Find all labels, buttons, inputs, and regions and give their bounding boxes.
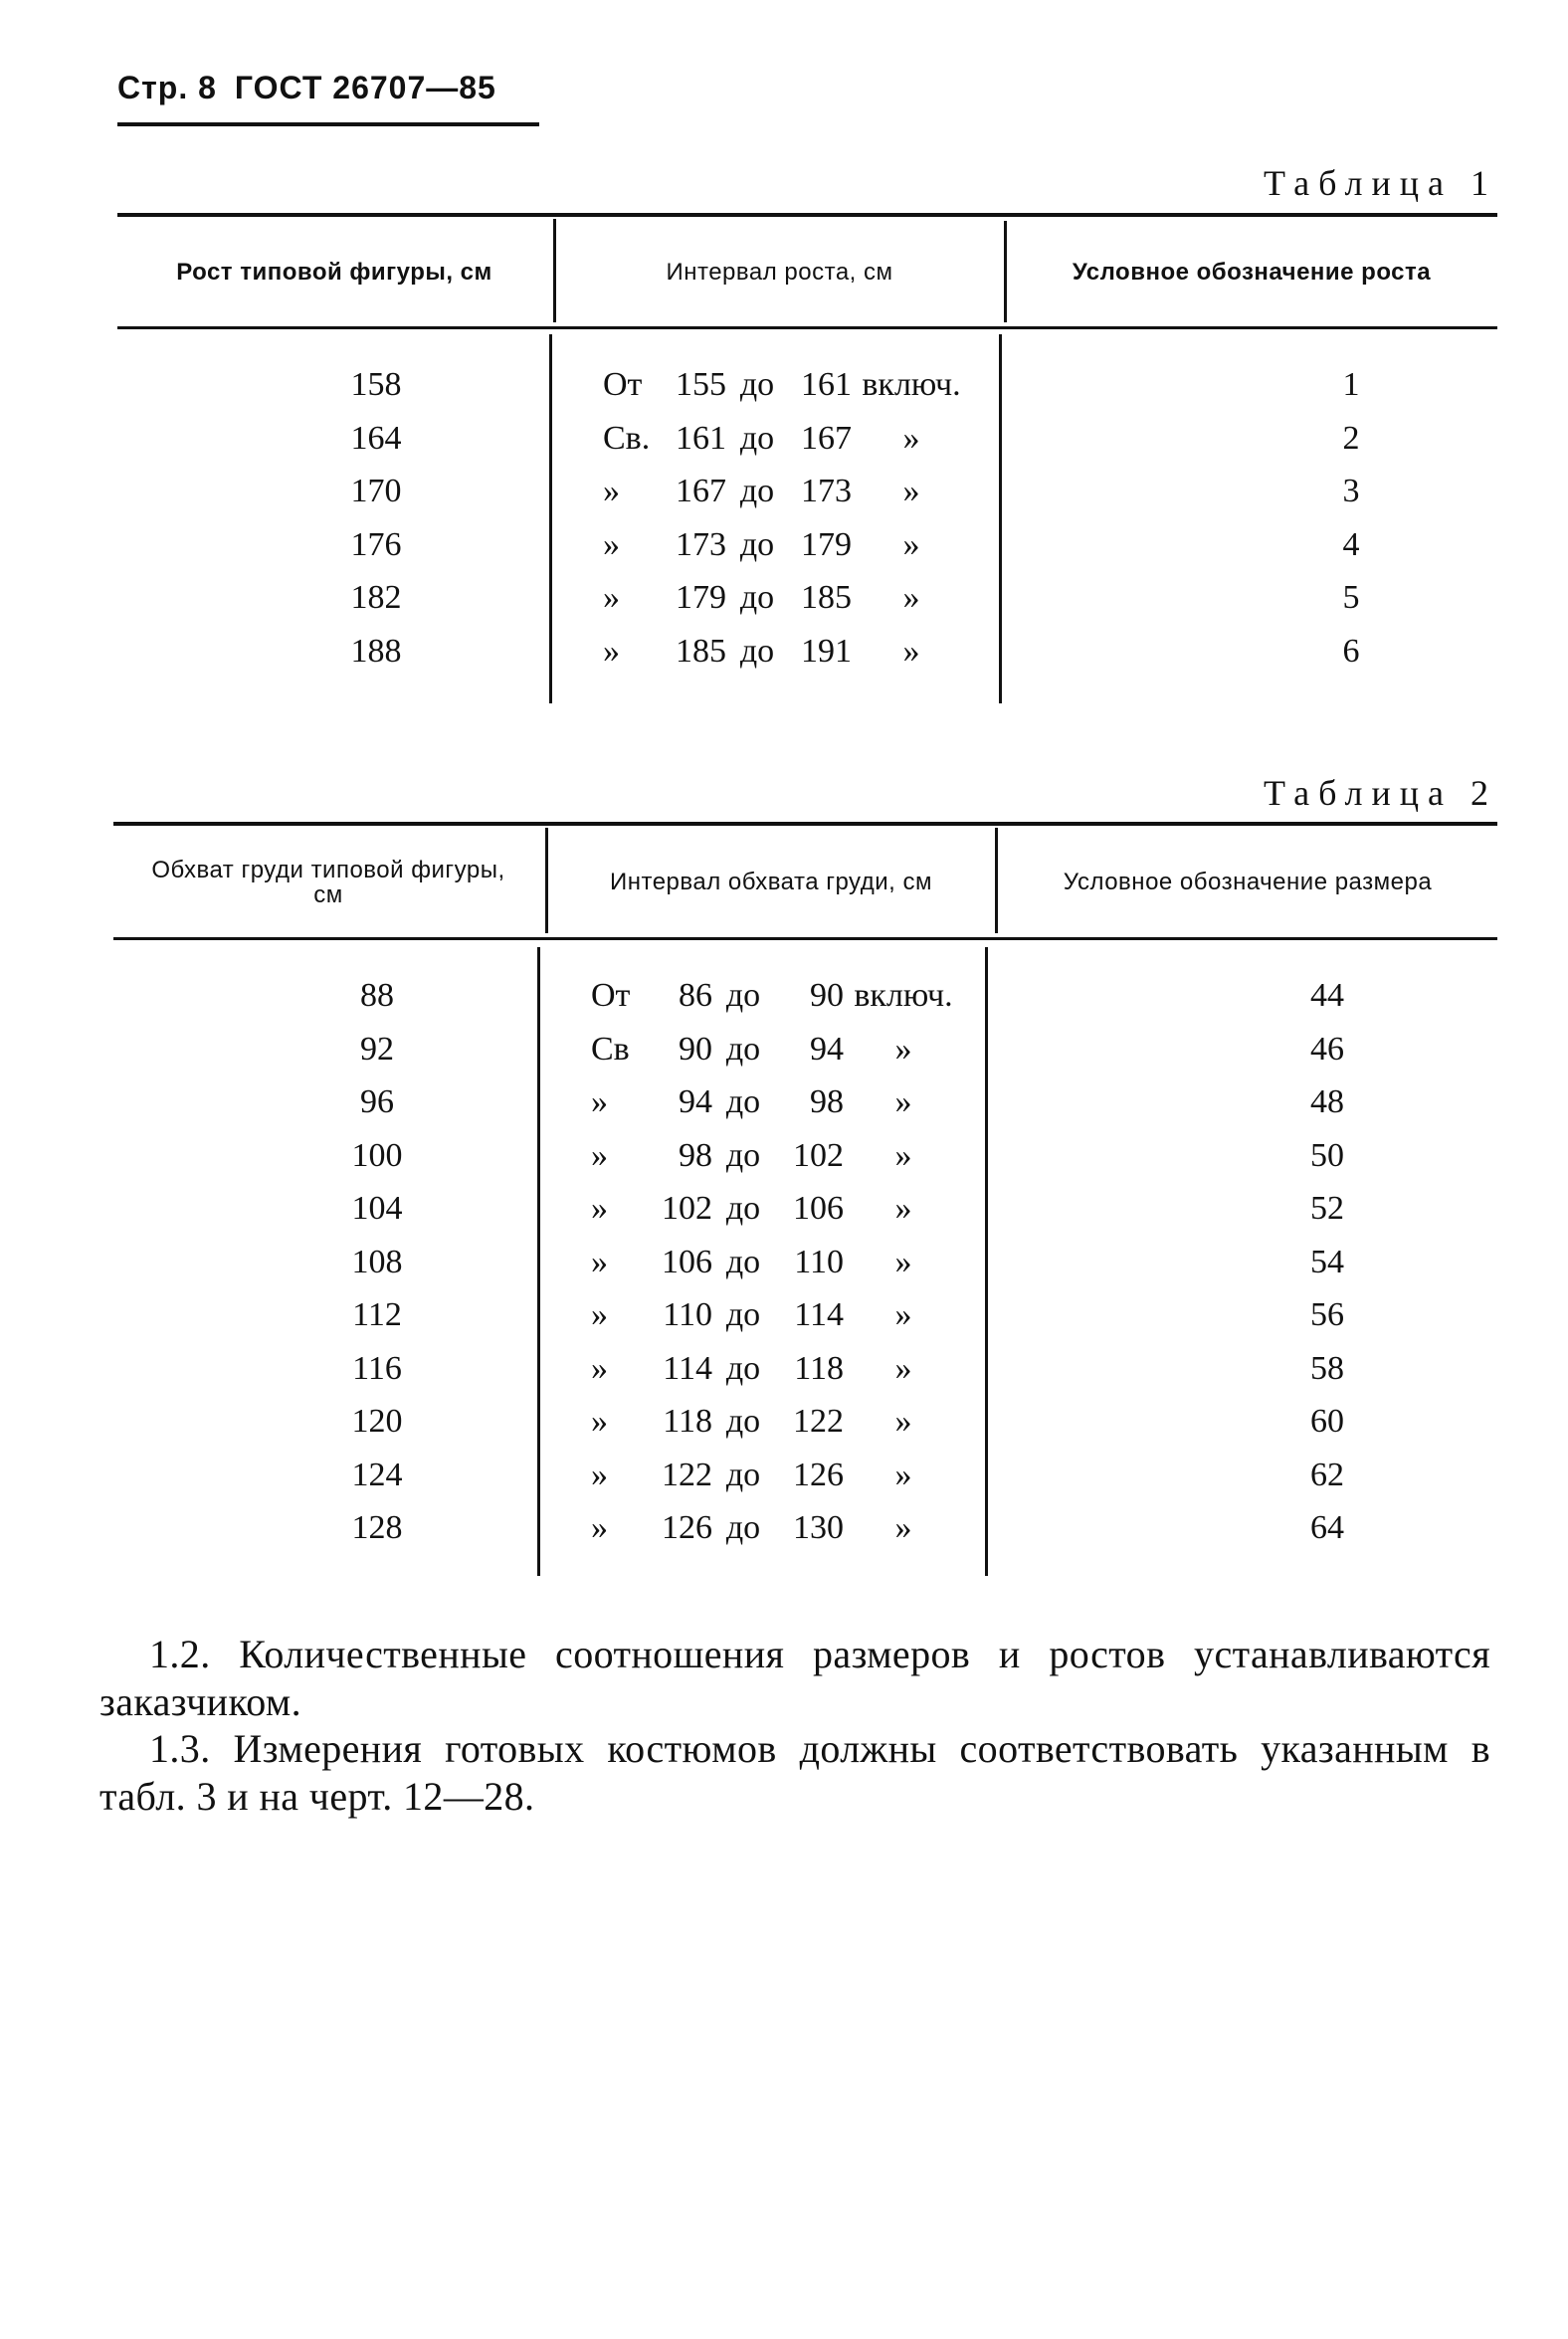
cell-interval (603, 625, 971, 679)
table-row (117, 625, 1497, 679)
cell-interval (591, 1182, 963, 1236)
interval-to: 173 (801, 473, 852, 509)
interval-suffix: » (894, 1243, 912, 1280)
interval-prefix: » (591, 1403, 608, 1440)
cell-interval (603, 518, 971, 572)
interval-suffix: » (894, 1403, 912, 1440)
paragraph-1-2: 1.2. Количественные соотношения размеров и ростов устанавливаются заказчиком. (99, 1632, 1490, 1724)
interval-from: 122 (662, 1456, 712, 1493)
interval-to: 102 (793, 1136, 844, 1174)
interval-to: 161 (801, 366, 852, 403)
interval-from: 118 (663, 1403, 712, 1440)
cell-value: 96 (360, 1083, 394, 1120)
cell-value: 188 (350, 632, 402, 670)
interval-word: до (739, 525, 775, 563)
interval-suffix: » (894, 1190, 912, 1227)
interval-prefix: » (591, 1296, 608, 1333)
cell-code: 3 (1342, 473, 1360, 509)
cell-code: 4 (1342, 525, 1360, 563)
cell-value: 170 (350, 473, 402, 509)
cell-interval (591, 1129, 963, 1183)
interval-prefix: » (591, 1349, 608, 1387)
table-row (117, 571, 1497, 625)
interval-word: до (725, 1349, 761, 1387)
interval-to: 130 (793, 1509, 844, 1546)
cell-code: 48 (1310, 1083, 1344, 1120)
table-row (113, 1501, 1497, 1555)
cell-value: 112 (352, 1296, 402, 1333)
interval-to: 110 (794, 1243, 844, 1280)
cell-interval (591, 969, 963, 1023)
interval-prefix: Св (591, 1030, 630, 1068)
interval-from: 106 (662, 1243, 712, 1280)
interval-to: 94 (810, 1030, 844, 1068)
interval-word: до (725, 1083, 761, 1120)
cell-code: 62 (1310, 1456, 1344, 1493)
table-row (117, 412, 1497, 466)
interval-to: 90 (810, 977, 844, 1014)
cell-interval (591, 1236, 963, 1289)
cell-interval (603, 571, 971, 625)
table-row (113, 1129, 1497, 1183)
interval-suffix: » (894, 1083, 912, 1120)
table-row (113, 1395, 1497, 1449)
interval-from: 94 (679, 1083, 712, 1120)
interval-suffix: » (902, 473, 920, 509)
table-row (117, 518, 1497, 572)
cell-interval (603, 412, 971, 466)
interval-suffix: » (902, 419, 920, 457)
interval-prefix: Св. (603, 419, 651, 457)
cell-code: 50 (1310, 1136, 1344, 1174)
interval-from: 179 (676, 579, 726, 616)
cell-interval (591, 1075, 963, 1129)
interval-word: до (725, 1190, 761, 1227)
interval-from: 90 (679, 1030, 712, 1068)
cell-interval (603, 358, 971, 412)
table2-caption: Таблица 2 (1264, 773, 1497, 813)
cell-value: 120 (351, 1403, 403, 1440)
interval-suffix: » (894, 1456, 912, 1493)
interval-suffix: » (902, 632, 920, 670)
cell-code: 2 (1342, 419, 1360, 457)
interval-prefix: » (591, 1243, 608, 1280)
interval-to: 191 (801, 632, 852, 670)
cell-interval (591, 1449, 963, 1502)
cell-code: 44 (1310, 977, 1344, 1014)
interval-to: 106 (793, 1190, 844, 1227)
cell-code: 5 (1342, 579, 1360, 616)
interval-suffix: » (894, 1296, 912, 1333)
cell-code: 56 (1310, 1296, 1344, 1333)
table-row (117, 358, 1497, 412)
interval-suffix: » (894, 1030, 912, 1068)
interval-from: 86 (679, 977, 712, 1014)
cell-value: 100 (351, 1136, 403, 1174)
interval-suffix: » (902, 579, 920, 616)
table-row (113, 1075, 1497, 1129)
interval-prefix: От (591, 977, 631, 1014)
table-row (113, 1023, 1497, 1076)
table-row (113, 969, 1497, 1023)
cell-interval (591, 1395, 963, 1449)
interval-suffix: » (902, 525, 920, 563)
cell-code: 60 (1310, 1403, 1344, 1440)
interval-to: 179 (801, 525, 852, 563)
table1-header-divider-2 (1004, 221, 1007, 322)
table-row (113, 1288, 1497, 1342)
interval-word: до (739, 366, 775, 403)
interval-word: до (739, 632, 775, 670)
interval-to: 122 (793, 1403, 844, 1440)
standard-number: ГОСТ 26707—85 (234, 70, 496, 105)
interval-prefix: » (591, 1456, 608, 1493)
interval-to: 118 (794, 1349, 844, 1387)
interval-suffix: включ. (862, 366, 961, 403)
interval-word: до (725, 1509, 761, 1546)
interval-from: 98 (679, 1136, 712, 1174)
interval-word: до (725, 1243, 761, 1280)
table1-header-rule (117, 326, 1497, 329)
interval-from: 155 (676, 366, 726, 403)
interval-word: до (725, 1296, 761, 1333)
table2-header-rule (113, 937, 1497, 940)
table-row (113, 1236, 1497, 1289)
interval-from: 173 (676, 525, 726, 563)
cell-value: 116 (352, 1349, 402, 1387)
cell-value: 182 (350, 579, 402, 616)
table2-top-rule (113, 822, 1497, 826)
interval-from: 185 (676, 632, 726, 670)
interval-suffix: включ. (854, 977, 953, 1014)
cell-code: 58 (1310, 1349, 1344, 1387)
interval-word: до (739, 473, 775, 509)
table2-header-divider-1 (545, 828, 548, 933)
interval-word: до (725, 1136, 761, 1174)
interval-word: до (739, 419, 775, 457)
header-rule (117, 122, 539, 126)
table2-header-code: Условное обозначение размера (1063, 869, 1433, 896)
interval-prefix: » (591, 1509, 608, 1546)
table-row (117, 465, 1497, 518)
interval-prefix: » (591, 1083, 608, 1120)
cell-value: 108 (351, 1243, 403, 1280)
cell-interval (591, 1023, 963, 1076)
interval-to: 98 (810, 1083, 844, 1120)
table1-caption: Таблица 1 (1264, 163, 1497, 203)
cell-code: 64 (1310, 1509, 1344, 1546)
interval-suffix: » (894, 1509, 912, 1546)
cell-value: 176 (350, 525, 402, 563)
interval-from: 102 (662, 1190, 712, 1227)
interval-word: до (725, 1403, 761, 1440)
cell-code: 52 (1310, 1190, 1344, 1227)
interval-word: до (725, 977, 761, 1014)
page-header (117, 70, 514, 106)
table-row (113, 1182, 1497, 1236)
paragraph-1-3: 1.3. Измерения готовых костюмов должны соответствовать указанным в табл. 3 и на черт. 12—28. (99, 1726, 1490, 1819)
interval-prefix: » (591, 1136, 608, 1174)
interval-prefix: » (591, 1190, 608, 1227)
cell-interval (591, 1288, 963, 1342)
cell-interval (603, 465, 971, 518)
interval-word: до (725, 1456, 761, 1493)
interval-suffix: » (894, 1136, 912, 1174)
cell-interval (591, 1342, 963, 1396)
interval-prefix: От (603, 366, 643, 403)
table-row (113, 1449, 1497, 1502)
cell-value: 128 (351, 1509, 403, 1546)
interval-to: 126 (793, 1456, 844, 1493)
interval-from: 161 (676, 419, 726, 457)
table1-header-interval: Интервал роста, см (666, 259, 893, 287)
page-number: Стр. 8 (117, 70, 217, 105)
interval-prefix: » (603, 473, 620, 509)
interval-to: 114 (794, 1296, 844, 1333)
interval-word: до (739, 579, 775, 616)
interval-from: 167 (676, 473, 726, 509)
cell-value: 104 (351, 1190, 403, 1227)
table2-header-interval: Интервал обхвата груди, см (609, 869, 933, 896)
table1-header-code: Условное обозначение роста (1072, 259, 1432, 287)
interval-prefix: » (603, 525, 620, 563)
cell-value: 88 (360, 977, 394, 1014)
interval-prefix: » (603, 632, 620, 670)
table2-header-girth: Обхват груди типовой фигуры, см (151, 856, 505, 908)
table1-header-height: Рост типовой фигуры, см (176, 259, 492, 287)
interval-prefix: » (603, 579, 620, 616)
cell-code: 1 (1342, 366, 1360, 403)
table2-header-divider-2 (995, 828, 998, 933)
table1-header-divider-1 (553, 219, 556, 322)
cell-value: 92 (360, 1030, 394, 1068)
interval-to: 185 (801, 579, 852, 616)
cell-value: 164 (350, 419, 402, 457)
cell-code: 6 (1342, 632, 1360, 670)
interval-from: 114 (663, 1349, 712, 1387)
cell-value: 158 (350, 366, 402, 403)
interval-suffix: » (894, 1349, 912, 1387)
cell-code: 54 (1310, 1243, 1344, 1280)
table-row (113, 1342, 1497, 1396)
table1-top-rule (117, 213, 1497, 217)
interval-from: 110 (663, 1296, 712, 1333)
interval-word: до (725, 1030, 761, 1068)
cell-interval (591, 1501, 963, 1555)
cell-code: 46 (1310, 1030, 1344, 1068)
interval-from: 126 (662, 1509, 712, 1546)
cell-value: 124 (351, 1456, 403, 1493)
interval-to: 167 (801, 419, 852, 457)
